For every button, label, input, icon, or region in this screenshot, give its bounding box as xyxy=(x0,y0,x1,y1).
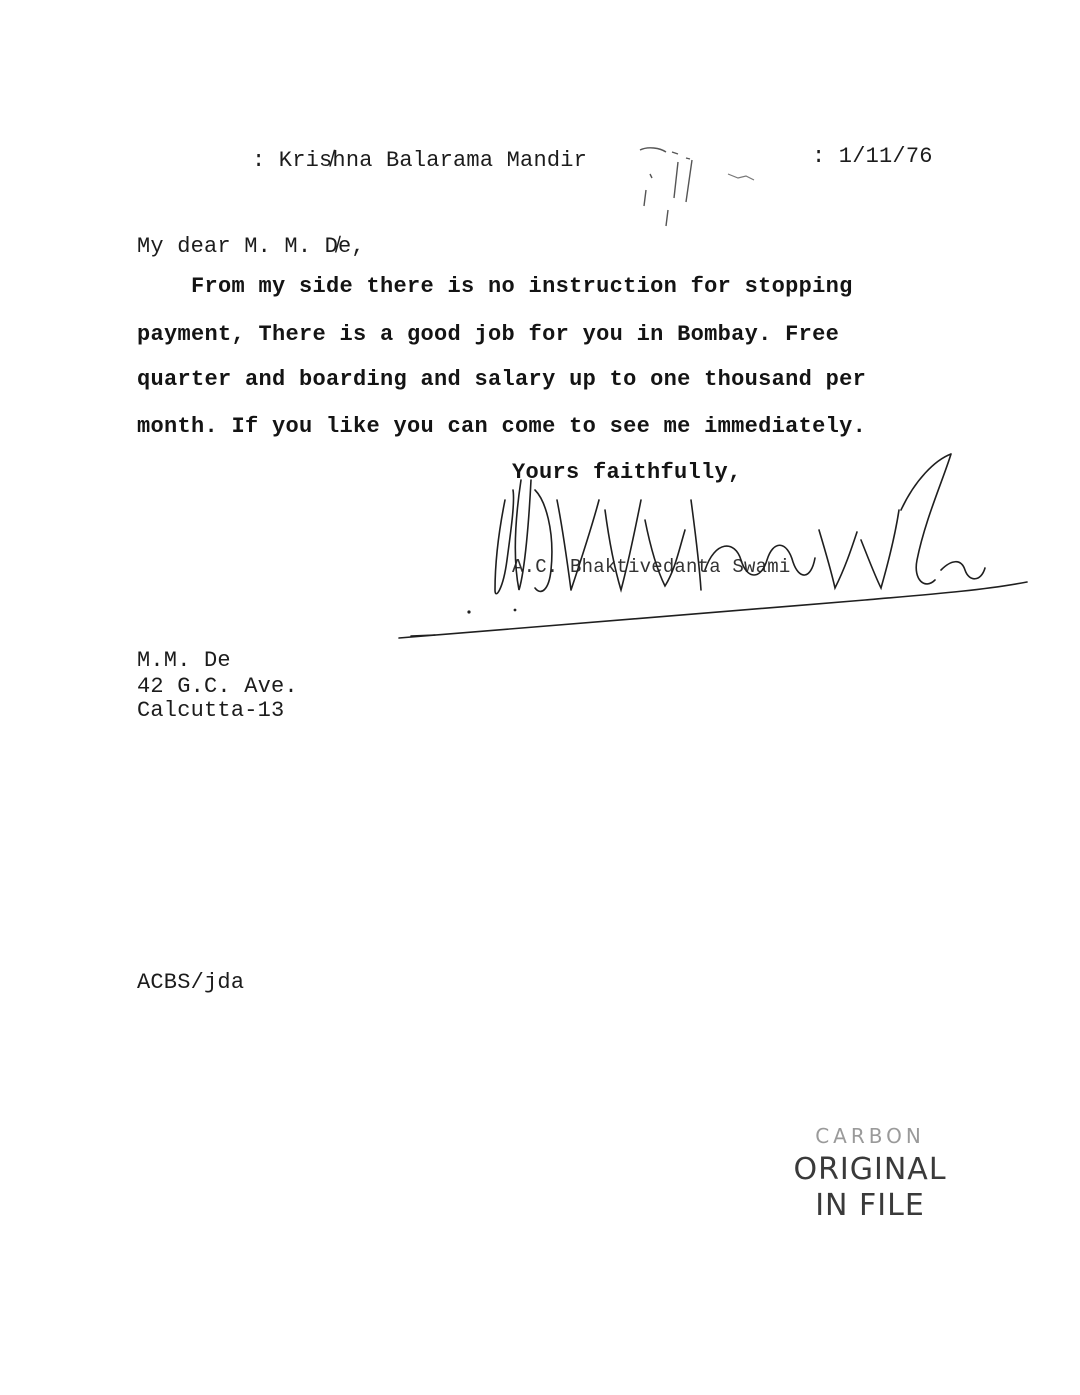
body-line-1: From my side there is no instruction for stopping xyxy=(137,274,853,299)
salutation: My dear M. M. D̸e, xyxy=(137,234,365,259)
signatory-name: A.C. Bhaktivedanta Swami xyxy=(512,556,791,578)
letter-location: : Kris̸hna Balarama Mandir xyxy=(252,148,588,173)
body-line-3: quarter and boarding and salary up to one thousand per xyxy=(137,367,867,392)
reference-initials: ACBS/jda xyxy=(137,970,245,995)
letter-date: : 1/11/76 xyxy=(812,144,933,169)
stamp-original: ORIGINAL xyxy=(793,1152,947,1187)
recipient-street: 42 G.C. Ave. xyxy=(137,674,298,699)
handwritten-annotation xyxy=(620,140,770,230)
body-line-2: payment, There is a good job for you in Bombay. Free xyxy=(137,322,840,347)
stamp-in-file: IN FILE xyxy=(815,1188,925,1223)
handwritten-signature xyxy=(395,440,1035,650)
recipient-name: M.M. De xyxy=(137,648,231,673)
stamp-carbon: CARBON xyxy=(815,1124,925,1148)
closing: Yours faithfully, xyxy=(512,460,742,485)
body-line-4: month. If you like you can come to see me immediately. xyxy=(137,414,867,439)
recipient-city: Calcutta-13 xyxy=(137,698,285,723)
